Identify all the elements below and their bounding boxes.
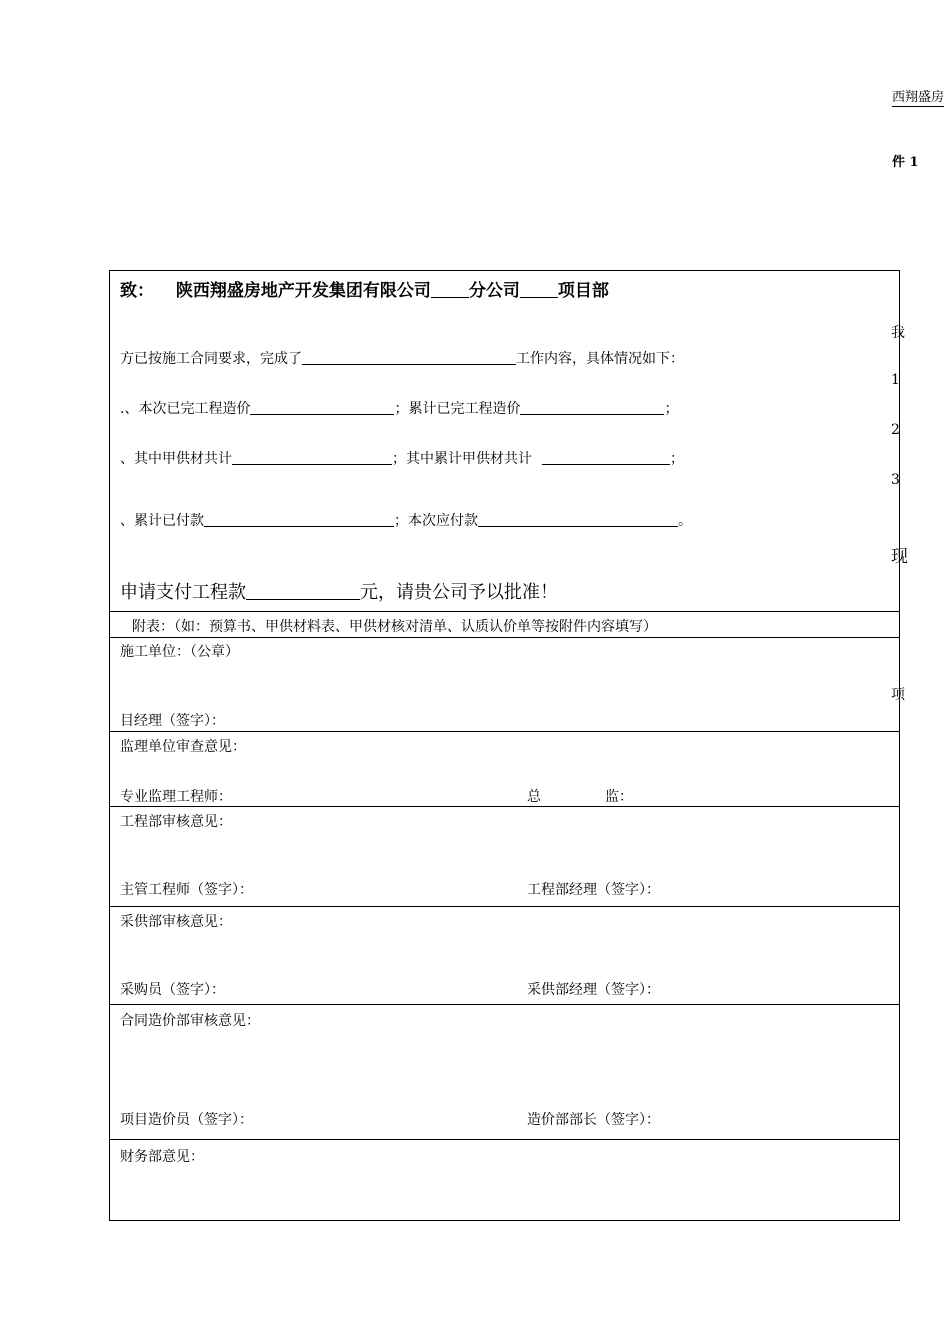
work-content-blank <box>302 350 516 365</box>
side-fragment: 3 <box>891 472 900 488</box>
supervision-engineer-label: 专业监理工程师： <box>120 789 232 805</box>
side-fragment: 我 <box>891 325 905 341</box>
chief-supervisor-label <box>527 786 633 806</box>
item-2-label-b: ；其中累计甲供材共计 <box>392 451 532 467</box>
item-1-end: ； <box>664 401 679 417</box>
cost-head-label: 造价部部长（签字）： <box>527 1112 660 1128</box>
attachment-note: 附表：（如：预算书、甲供材料表、甲供材核对清单、认质认价单等按附件内容填写） <box>132 619 657 635</box>
dept-blank <box>520 280 558 298</box>
item-2-label: 、其中甲供材共计 <box>120 451 232 467</box>
procurement-manager-label: 采供部经理（签字）： <box>527 982 660 998</box>
side-fragment: 1 <box>891 372 900 388</box>
intro-line <box>120 348 684 368</box>
chief-supervisor-a: 总 <box>527 789 541 805</box>
divider <box>110 637 899 638</box>
finance-opinion-label: 财务部意见： <box>120 1149 204 1165</box>
apply-text-end: 元，请贵公司予以批准！ <box>360 582 558 603</box>
side-fragment: 现 <box>891 547 908 567</box>
addressee-line <box>120 276 609 301</box>
header-company: 西翔盛房 <box>892 86 944 107</box>
supervision-opinion-label: 监理单位审查意见： <box>120 739 246 755</box>
divider <box>110 806 899 807</box>
item-3-line <box>120 510 692 530</box>
payable-blank <box>478 512 678 527</box>
header-annex: 件 1 <box>892 155 919 170</box>
payment-request-form <box>109 270 900 1221</box>
engineering-opinion-label: 工程部审核意见： <box>120 814 232 830</box>
item-3-label: 、累计已付款 <box>120 513 204 529</box>
divider <box>110 611 899 612</box>
intro-text-end: 工作内容，具体情况如下： <box>516 351 684 367</box>
paid-blank <box>204 512 394 527</box>
addressee-prefix: 致： <box>120 281 154 301</box>
item-3-label-b: ；本次应付款 <box>394 513 478 529</box>
contractor-seal-label: 施工单位：（公章） <box>120 644 239 660</box>
item-2-line <box>120 448 684 468</box>
owner-material-blank <box>232 450 392 465</box>
addressee-company: 陕西翔盛房地产开发集团有限公司 <box>175 281 431 301</box>
total-owner-material-blank <box>542 450 670 465</box>
item-1-label-b: ；累计已完工程造价 <box>394 401 521 417</box>
current-cost-blank <box>250 400 394 415</box>
buyer-sign-label: 采购员（签字）： <box>120 982 225 998</box>
project-manager-sign-label: 目经理（签字）： <box>120 713 225 729</box>
chief-supervisor-b: 监： <box>605 789 633 805</box>
side-fragment: 项 <box>891 687 905 703</box>
total-cost-blank <box>520 400 664 415</box>
intro-text: 方已按施工合同要求，完成了 <box>120 351 302 367</box>
amount-blank <box>246 581 360 600</box>
branch-blank <box>431 280 469 298</box>
item-1-line <box>120 398 678 418</box>
cost-opinion-label: 合同造价部审核意见： <box>120 1013 260 1029</box>
cost-staff-label: 项目造价员（签字）： <box>120 1112 253 1128</box>
apply-line <box>120 578 558 604</box>
divider <box>110 906 899 907</box>
item-2-end: ； <box>670 451 684 467</box>
divider <box>110 731 899 732</box>
item-3-end: 。 <box>678 513 692 529</box>
divider <box>110 1004 899 1005</box>
apply-text: 申请支付工程款 <box>120 582 246 603</box>
side-fragment: 2 <box>891 422 900 438</box>
procurement-opinion-label: 采供部审核意见： <box>120 914 232 930</box>
addressee-branch: 分公司 <box>468 281 520 301</box>
engineering-manager-label: 工程部经理（签字）： <box>527 882 660 898</box>
divider <box>110 1139 899 1140</box>
addressee-dept: 项目部 <box>557 281 609 301</box>
engineering-engineer-label: 主管工程师（签字）： <box>120 882 253 898</box>
item-1-label: .、本次已完工程造价 <box>120 401 251 417</box>
